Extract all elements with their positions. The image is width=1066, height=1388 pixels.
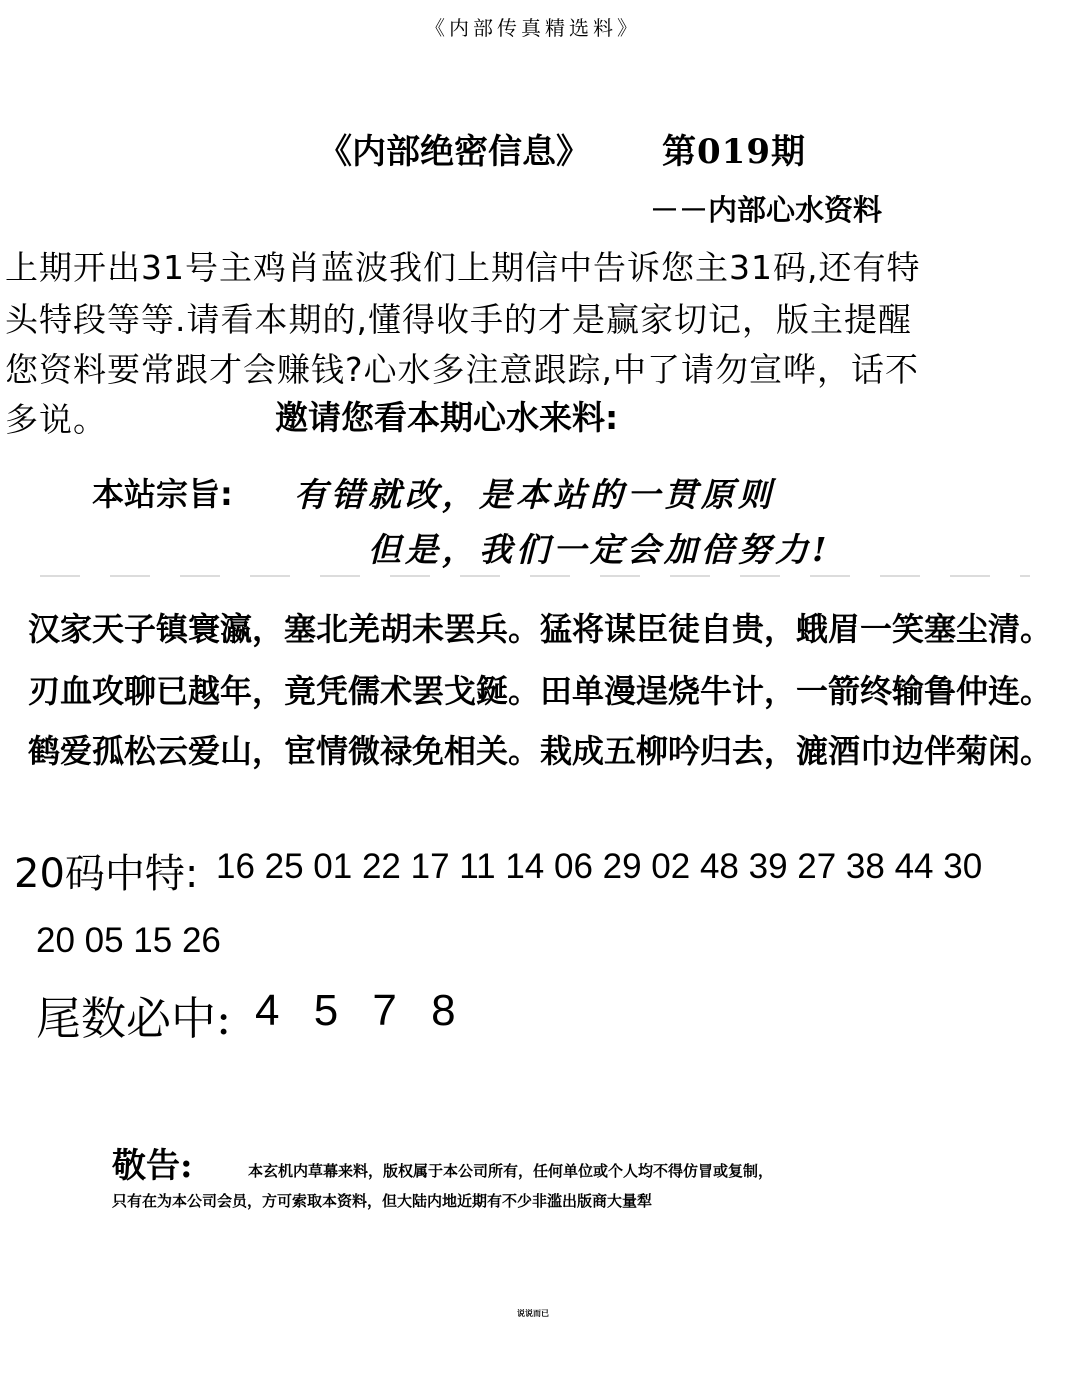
section-divider [40,575,1030,577]
tail-digits: 4 5 7 8 [255,986,456,1035]
source-note: －－内部心水资料 [650,193,883,227]
code-label: 20码中特: [14,851,199,897]
mission-line-1: 有错就改，是本站的一贯原则 [294,475,775,514]
mission-line-2: 但是，我们一定会加倍努力! [368,530,831,569]
intro-line-1: 上期开出31号主鸡肖蓝波我们上期信中告诉您主31码,还有特 [5,248,921,287]
footer-text: 说说而已 [517,1309,549,1318]
intro-line-4: 多说。 [5,400,107,439]
mission-label: 本站宗旨: [92,475,233,513]
notice-line-2: 只有在为本公司会员，方可索取本资料，但大陆内地近期有不少非滥出版商大量犁 [112,1192,653,1210]
code-numbers-line-2: 20 05 15 26 [36,921,221,960]
intro-line-2: 头特段等等.请看本期的,懂得收手的才是赢家切记，版主提醒 [5,300,912,339]
code-numbers-line-1: 16 25 01 22 17 11 14 06 29 02 48 39 27 38 44 30 [216,847,983,886]
poem-line-2: 刃血攻聊已越年，竟凭儒术罢戈鋋。田单漫逞烧牛计，一箭终输鲁仲连。 [28,672,1053,710]
notice-line-1: 本玄机内草幕来料，版权属于本公司所有，任何单位或个人均不得仿冒或复制， [248,1162,774,1180]
intro-line-3: 您资料要常跟才会赚钱?心水多注意跟踪,中了请勿宣哗，话不 [5,350,920,389]
main-title: 《内部传真精选料》 [425,16,641,40]
sub-title: 《内部绝密信息》 [318,132,590,172]
poem-line-3: 鹤爱孤松云爱山，宦情微禄免相关。栽成五柳吟归去，漉酒巾边伴菊闲。 [28,732,1053,770]
notice-label: 敬告: [112,1146,193,1186]
poem-line-1: 汉家天子镇寰瀛，塞北羌胡未罢兵。猛将谋臣徒自贵，蛾眉一笑塞尘清。 [28,610,1053,648]
tail-label: 尾数必中: [36,992,232,1045]
issue-number: 第019期 [662,132,806,172]
invite-text: 邀请您看本期心水来料: [275,398,619,437]
